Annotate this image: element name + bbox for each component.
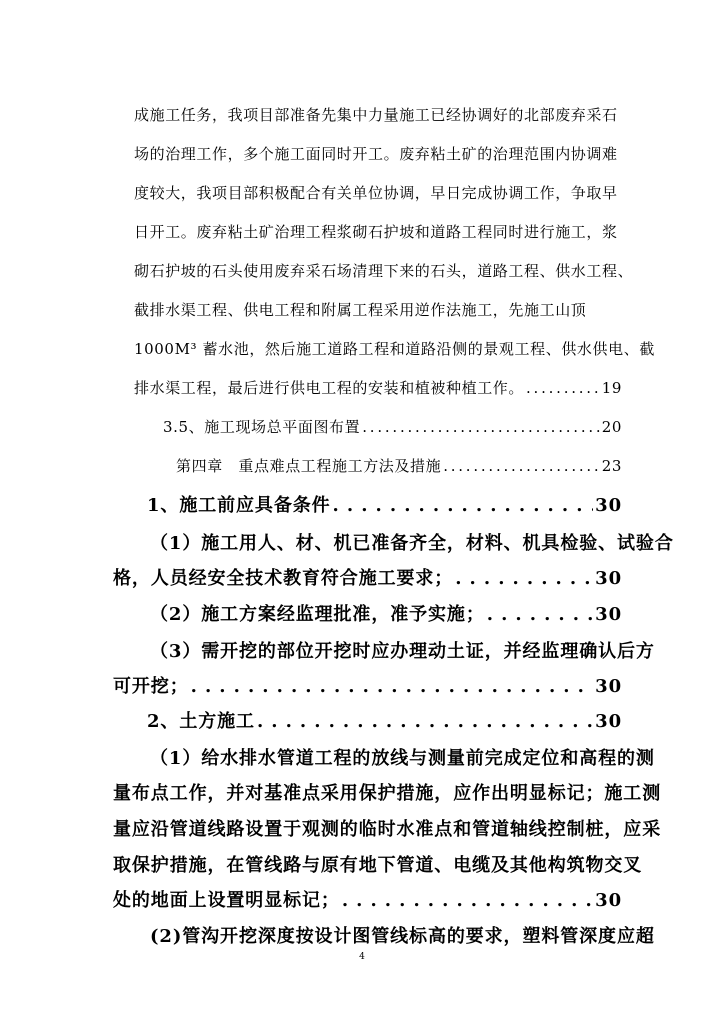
- paragraph-line: 1000M³ 蓄水池，然后施工道路工程和道路沿侧的景观工程、供水供电、截: [134, 340, 655, 358]
- toc-entry-text: 第四章 重点难点工程施工方法及措施: [176, 457, 442, 475]
- toc-entry-text: （2）施工方案经监理批准，准予实施；: [150, 604, 485, 625]
- toc-entry[interactable]: [147, 707, 622, 733]
- toc-entry[interactable]: [113, 672, 622, 698]
- toc-leader-dots: [342, 890, 593, 911]
- toc-page-number: 30: [595, 568, 622, 589]
- toc-entry-text[interactable]: （1）施工用人、材、机已准备齐全，材料、机具检验、试验合: [150, 533, 674, 554]
- toc-leader-dots: [191, 676, 594, 697]
- toc-entry-text: 量应沿管道线路设置于观测的临时水准点和管道轴线控制桩，应采: [113, 819, 662, 840]
- paragraph-line: 日开工。废弃粘土矿治理工程浆砌石护坡和道路工程同时进行施工，浆: [134, 223, 618, 241]
- paragraph-line: 成施工任务，我项目部准备先集中力量施工已经协调好的北部废弃采石: [134, 106, 618, 124]
- toc-entry-text: 1、施工前应具备条件: [147, 495, 331, 516]
- toc-leader-dots: [455, 568, 593, 589]
- toc-page-number: 20: [601, 418, 622, 436]
- toc-page-number: 30: [595, 676, 622, 697]
- toc-leader-dots: [526, 379, 600, 397]
- toc-entry-text: 处的地面上设置明显标记；: [113, 890, 340, 911]
- toc-entry-text: 2、土方施工: [147, 711, 255, 732]
- toc-entry[interactable]: [163, 416, 622, 437]
- toc-leader-dots: [257, 711, 593, 732]
- toc-page-number: 30: [595, 890, 622, 911]
- page-number: 4: [359, 952, 365, 962]
- toc-leader-dots: [333, 495, 594, 516]
- toc-entry-text: 格，人员经安全技术教育符合施工要求；: [113, 568, 454, 589]
- toc-page-number: 30: [595, 495, 622, 516]
- toc-page-number: 30: [595, 711, 622, 732]
- toc-page-number: 30: [595, 604, 622, 625]
- paragraph-line: 砌石护坡的石头使用废弃采石场清理下来的石头，道路工程、供水工程、: [134, 262, 634, 280]
- paragraph-line: 场的治理工作，多个施工面同时开工。废弃粘土矿的治理范围内协调难: [134, 145, 618, 163]
- toc-page-number: 19: [601, 379, 622, 397]
- paragraph-line: (2)管沟开挖深度按设计图管线标高的要求，塑料管深度应超: [150, 926, 655, 947]
- toc-leader-dots: [443, 457, 600, 475]
- toc-entry-text: 排水渠工程，最后进行供电工程的安装和植被种植工作。: [134, 379, 525, 397]
- paragraph-line: 度较大，我项目部积极配合有关单位协调，早日完成协调工作，争取早: [134, 184, 618, 202]
- toc-entry-text: 3.5、施工现场总平面图布置: [163, 418, 361, 436]
- toc-entry[interactable]: [134, 377, 622, 398]
- toc-entry[interactable]: [113, 886, 622, 912]
- toc-entry-text: 量布点工作，并对基准点采用保护措施，应作出明显标记；施工测: [113, 783, 662, 804]
- toc-entry-text[interactable]: （3）需开挖的部位开挖时应办理动土证，并经监理确认后方: [150, 641, 655, 662]
- toc-entry[interactable]: [176, 455, 622, 476]
- paragraph-line: 截排水渠工程、供电工程和附属工程采用逆作法施工，先施工山顶: [134, 301, 587, 319]
- toc-entry[interactable]: [113, 564, 622, 590]
- toc-entry[interactable]: [147, 491, 622, 517]
- toc-entry[interactable]: [150, 600, 622, 626]
- toc-entry-text: 取保护措施，在管线路与原有地下管道、电缆及其他构筑物交叉: [113, 855, 643, 876]
- toc-leader-dots: [487, 604, 593, 625]
- toc-page-number: 23: [601, 457, 622, 475]
- toc-entry-text: 可开挖；: [113, 676, 189, 697]
- toc-entry-text[interactable]: （1）给水排水管道工程的放线与测量前完成定位和高程的测: [150, 748, 655, 769]
- toc-leader-dots: [362, 418, 599, 436]
